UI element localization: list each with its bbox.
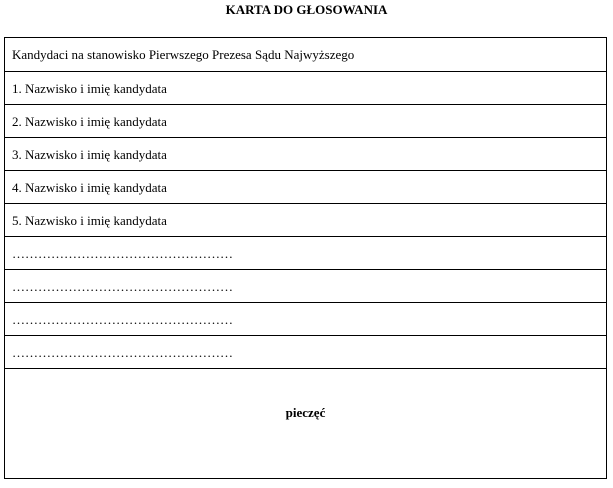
blank-row-4 (5, 336, 606, 369)
candidate-label-4: 4. Nazwisko i imię kandydata (12, 180, 167, 195)
candidate-label-3: 3. Nazwisko i imię kandydata (12, 147, 167, 162)
candidate-label-5: 5. Nazwisko i imię kandydata (12, 213, 167, 228)
ballot-header-row (5, 38, 606, 72)
candidate-label-2: 2. Nazwisko i imię kandydata (12, 114, 167, 129)
ballot-table (4, 37, 607, 479)
candidate-row-3 (5, 138, 606, 171)
blank-line-1: …………………………………………… (12, 246, 233, 261)
candidate-row-5 (5, 204, 606, 237)
blank-row-1 (5, 237, 606, 270)
seal-label: pieczęć (285, 405, 326, 420)
candidate-row-2 (5, 105, 606, 138)
candidate-row-1 (5, 72, 606, 105)
blank-line-4: …………………………………………… (12, 345, 233, 360)
candidate-row-4 (5, 171, 606, 204)
blank-row-3 (5, 303, 606, 336)
blank-row-2 (5, 270, 606, 303)
ballot-header-text: Kandydaci na stanowisko Pierwszego Prezesa Sądu Najwyższego (12, 47, 355, 62)
blank-line-2: …………………………………………… (12, 279, 233, 294)
ballot-title: KARTA DO GŁOSOWANIA (225, 2, 388, 17)
candidate-label-1: 1. Nazwisko i imię kandydata (12, 81, 167, 96)
blank-line-3: …………………………………………… (12, 312, 233, 327)
